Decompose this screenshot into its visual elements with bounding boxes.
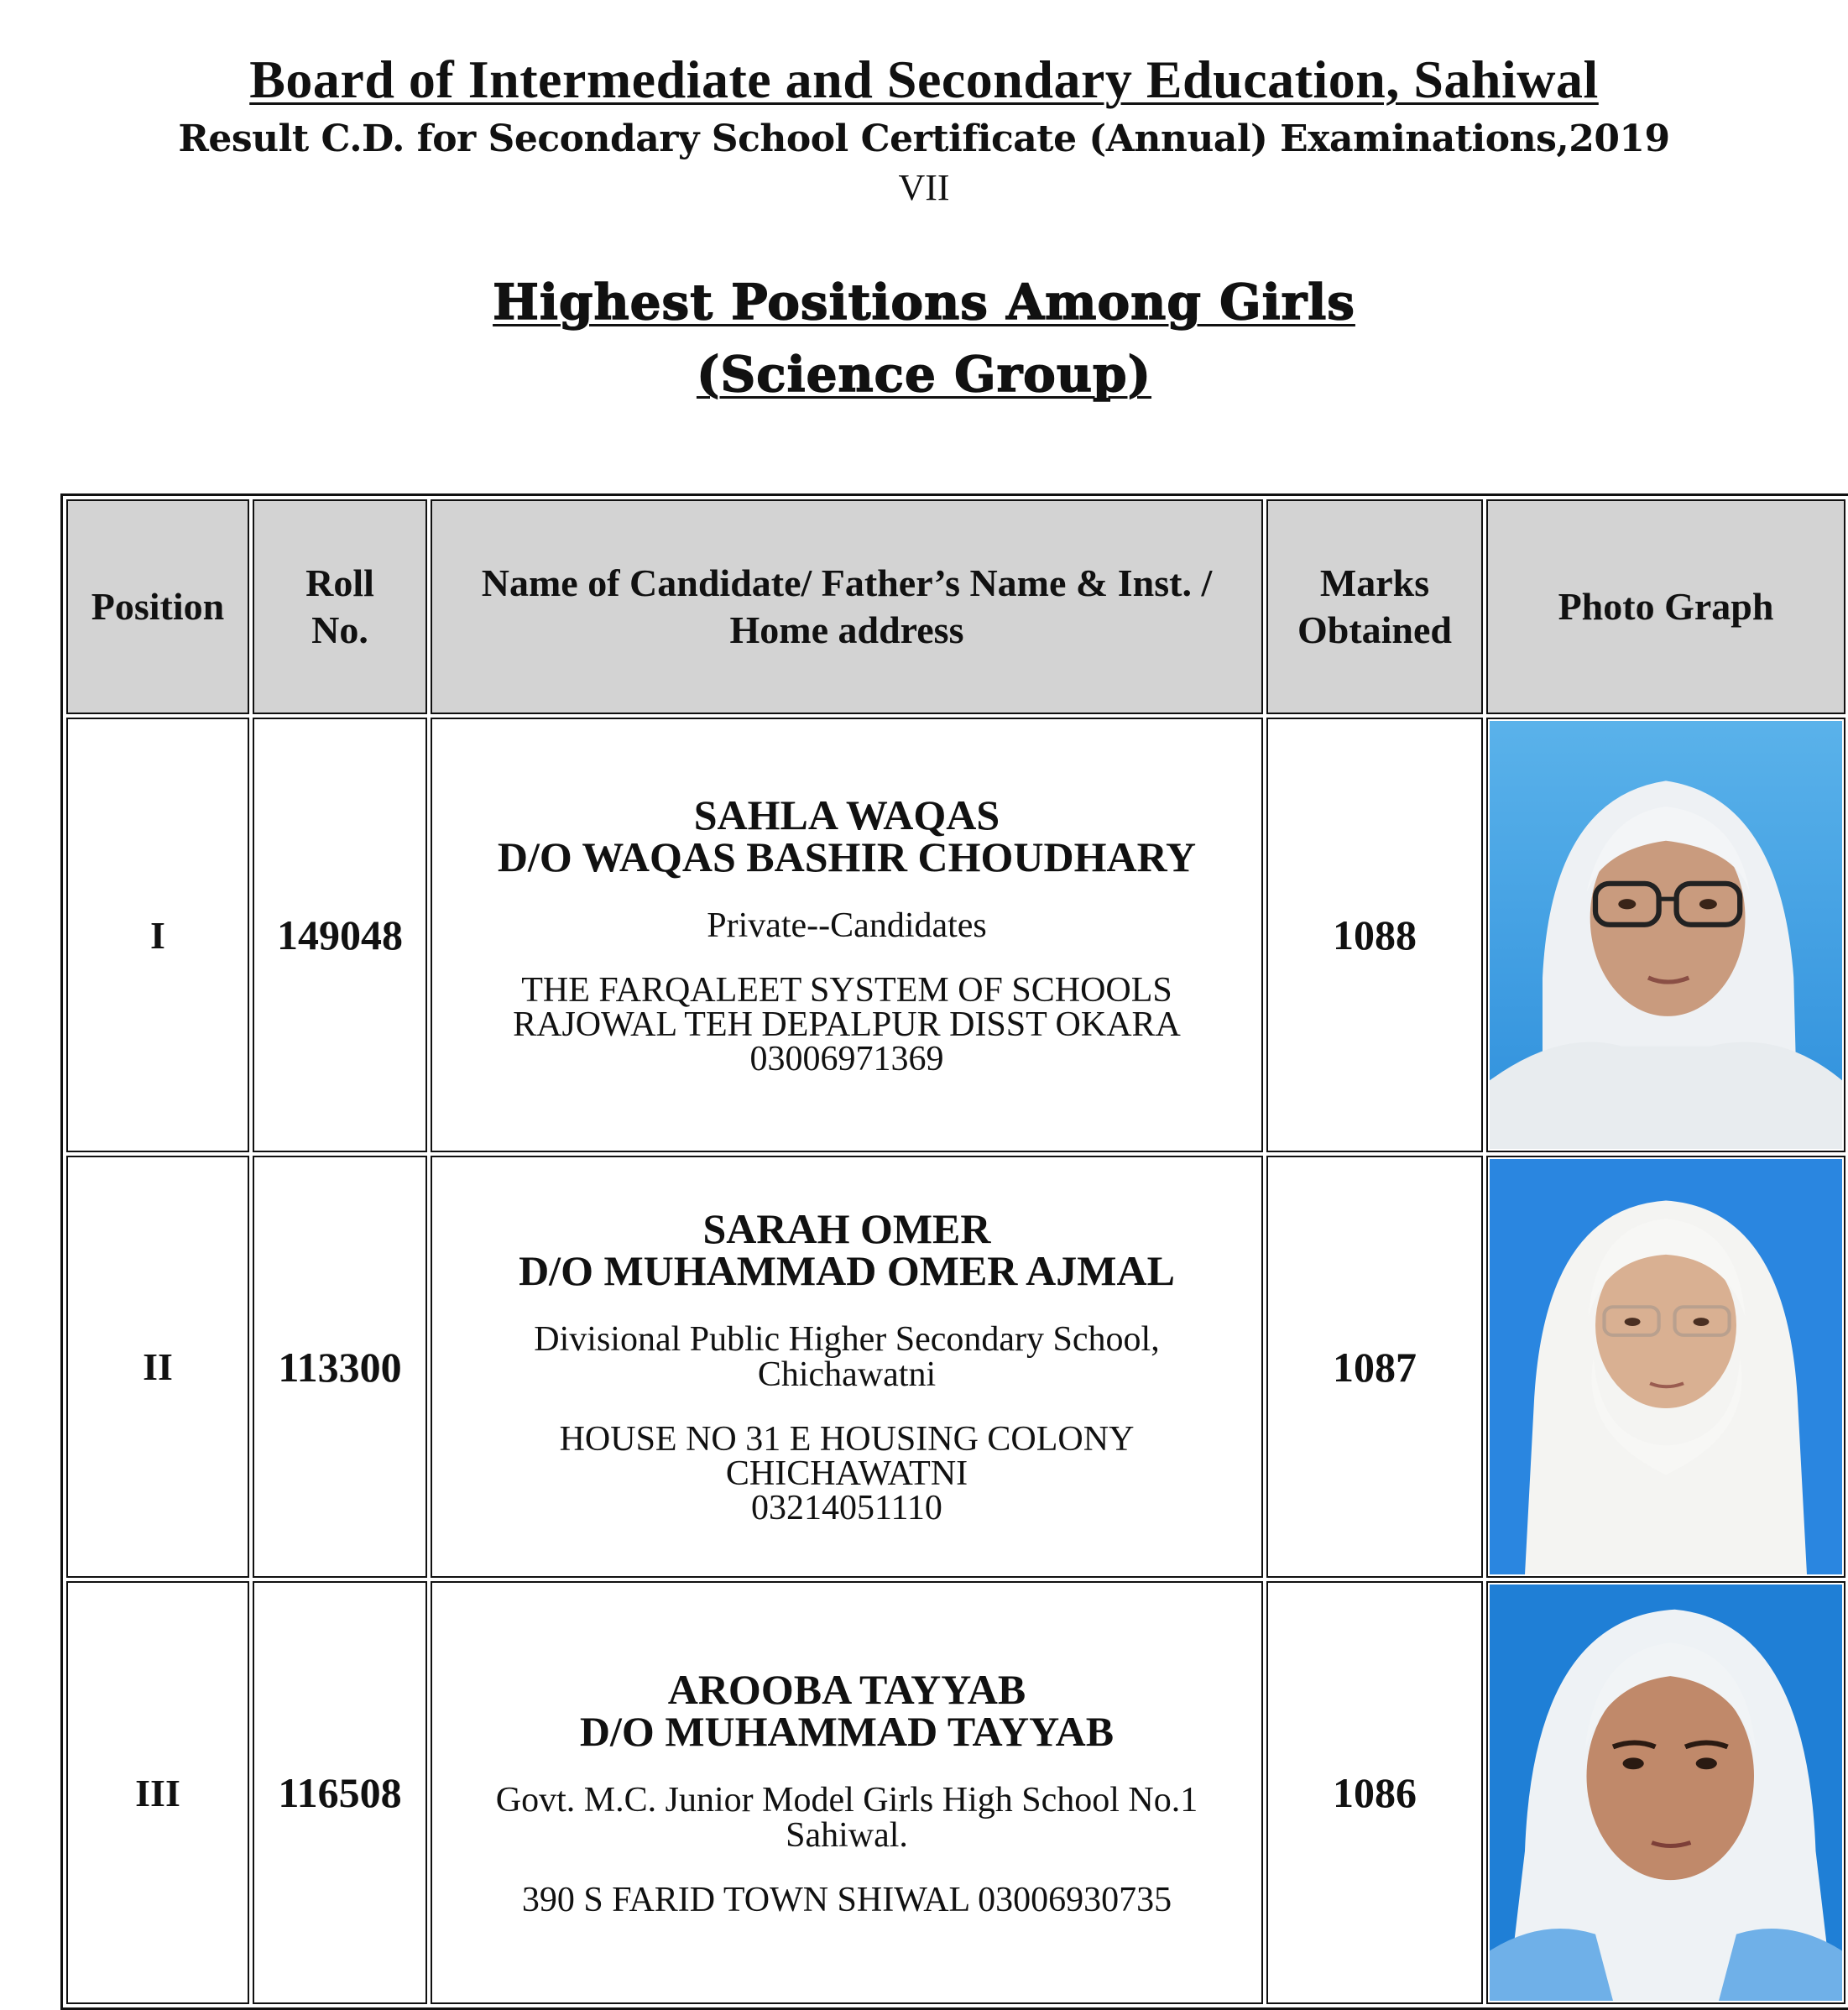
institution-line2: Chichawatni (757, 1355, 937, 1394)
father-name: D/O MUHAMMAD OMER AJMAL (519, 1247, 1175, 1294)
address-line3: 03006971369 (749, 1039, 944, 1078)
col-header-marks (1266, 499, 1483, 714)
photo-cell (1486, 1156, 1845, 1578)
result-subtitle: Result C.D. for Secondary School Certificate (Annual) Examinations,2019 (178, 117, 1670, 160)
col-header-name-line1: Name of Candidate/ Father’s Name & Inst. / (481, 561, 1213, 604)
col-header-roll-line1: Roll (305, 561, 374, 604)
table-row (66, 1581, 1845, 2004)
results-table (60, 493, 1848, 2010)
home-address (432, 970, 1261, 1078)
table-header-row (66, 499, 1845, 714)
institution (432, 1322, 1261, 1392)
candidate-photo (1490, 721, 1842, 1149)
roll-cell: 113300 (253, 1156, 427, 1578)
table-row (66, 1156, 1845, 1578)
col-header-marks-line1: Marks (1319, 561, 1430, 604)
photo-cell (1486, 718, 1845, 1152)
candidate-name: AROOBA TAYYAB (667, 1665, 1026, 1713)
col-header-name-line2: Home address (729, 608, 964, 651)
institution-line2: Sahiwal. (786, 1815, 908, 1855)
candidate-cell (431, 1156, 1263, 1578)
section-title: Highest Positions Among Girls (493, 274, 1355, 331)
address-line2: RAJOWAL TEH DEPALPUR DISST OKARA (513, 1005, 1181, 1044)
position-cell: I (66, 718, 249, 1152)
home-address (432, 1420, 1261, 1527)
roll-cell: 149048 (253, 718, 427, 1152)
address-line3: 03214051110 (751, 1489, 942, 1527)
position-cell: III (66, 1581, 249, 2004)
address-line1: THE FARQALEET SYSTEM OF SCHOOLS (521, 970, 1172, 1010)
section-group: (Science Group) (696, 346, 1152, 403)
candidate-cell (431, 718, 1263, 1152)
candidate-photo (1490, 1585, 1842, 2001)
table-row (66, 718, 1845, 1152)
address-line1: HOUSE NO 31 E HOUSING COLONY (559, 1420, 1135, 1459)
position-cell: II (66, 1156, 249, 1578)
home-address (432, 1880, 1261, 1919)
col-header-photo: Photo Graph (1486, 499, 1845, 714)
address-line1: 390 S FARID TOWN SHIWAL 03006930735 (521, 1880, 1172, 1919)
institution-line1: Divisional Public Higher Secondary School, (534, 1320, 1160, 1359)
board-title: Board of Intermediate and Secondary Education, Sahiwal (249, 50, 1599, 109)
part-number: VII (898, 167, 950, 208)
marks-cell: 1086 (1266, 1581, 1483, 2004)
institution-line1: Govt. M.C. Junior Model Girls High School No.1 (495, 1780, 1198, 1819)
col-header-position: Position (66, 499, 249, 714)
father-name: D/O WAQAS BASHIR CHOUDHARY (497, 833, 1197, 880)
col-header-roll-line2: No. (311, 608, 368, 651)
institution-line1: Private--Candidates (707, 906, 987, 945)
candidate-cell (431, 1581, 1263, 2004)
candidate-name: SARAH OMER (702, 1205, 991, 1252)
roll-cell: 116508 (253, 1581, 427, 2004)
photo-cell (1486, 1581, 1845, 2004)
institution (432, 908, 1261, 943)
candidate-name: SAHLA WAQAS (693, 791, 1000, 838)
col-header-roll (253, 499, 427, 714)
candidate-photo (1490, 1159, 1842, 1574)
institution (432, 1780, 1261, 1855)
marks-cell: 1088 (1266, 718, 1483, 1152)
marks-cell: 1087 (1266, 1156, 1483, 1578)
father-name: D/O MUHAMMAD TAYYAB (579, 1707, 1115, 1755)
col-header-name (431, 499, 1263, 714)
col-header-marks-line2: Obtained (1297, 608, 1453, 651)
address-line2: CHICHAWATNI (725, 1454, 968, 1493)
